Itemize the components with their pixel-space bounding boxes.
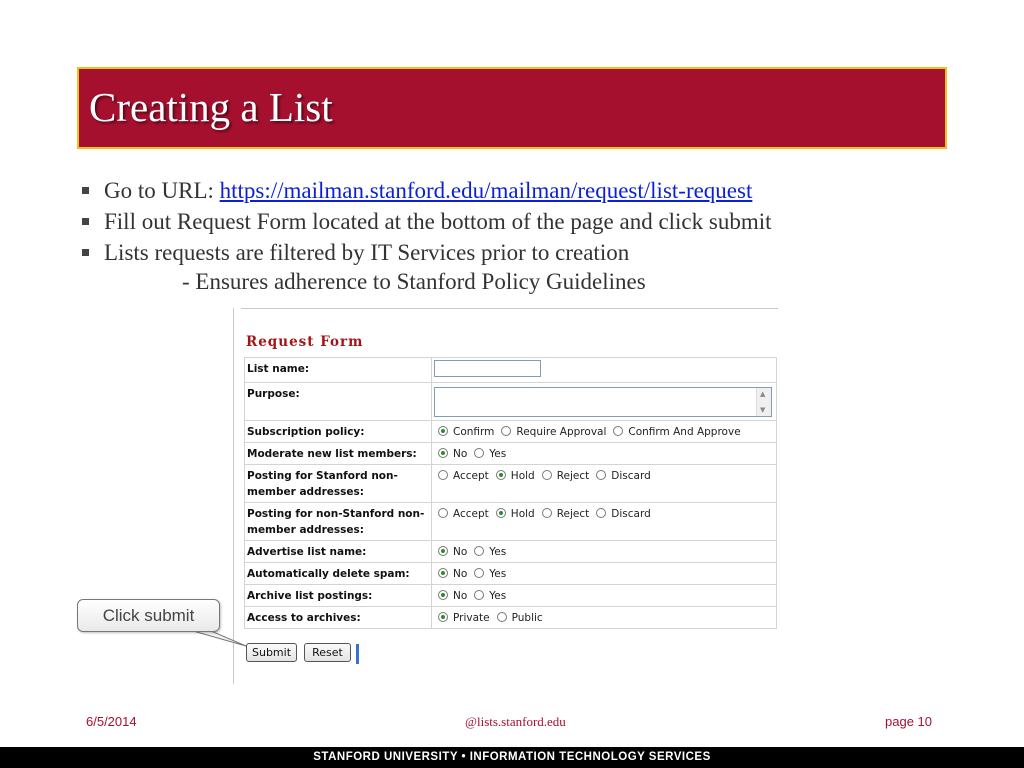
radio-option-label: Yes: [489, 546, 507, 558]
form-row-label: Posting for Stanford non-member addresses:: [245, 465, 432, 503]
radio-button[interactable]: [438, 470, 448, 480]
click-submit-callout: Click submit: [77, 599, 220, 632]
radio-option-label: Hold: [510, 508, 535, 520]
radio-option-label: No: [453, 448, 468, 460]
list-name-input[interactable]: [434, 360, 541, 377]
radio-option-label: Reject: [556, 508, 590, 520]
purpose-textarea[interactable]: [434, 387, 772, 417]
form-row-value: [432, 563, 777, 585]
bullet-text: Fill out Request Form located at the bottom of the page and click submit: [104, 209, 772, 234]
form-row: [245, 541, 777, 563]
divider-horizontal: [241, 308, 778, 309]
radio-option-label: Reject: [556, 470, 590, 482]
form-row-value: [432, 421, 777, 443]
radio-button[interactable]: [438, 448, 448, 458]
radio-button[interactable]: [496, 470, 506, 480]
radio-button[interactable]: [438, 612, 448, 622]
form-row-value: [432, 607, 777, 629]
radio-button[interactable]: [596, 508, 606, 518]
reset-button[interactable]: Reset: [304, 643, 351, 662]
bullet-filtered: [80, 237, 980, 268]
form-row-value: [432, 585, 777, 607]
form-row: [245, 383, 777, 421]
form-row: [245, 607, 777, 629]
bullet-url: [80, 175, 980, 206]
request-form-table: [244, 357, 777, 629]
form-row-value: [432, 503, 777, 541]
scroll-up-icon[interactable]: ▲: [760, 390, 766, 398]
radio-option-label: Confirm: [453, 426, 495, 438]
radio-option-label: Accept: [453, 508, 489, 520]
radio-button[interactable]: [542, 470, 552, 480]
form-row-label: Access to archives:: [245, 607, 432, 629]
form-title: Request Form: [246, 334, 364, 350]
form-row-label: Purpose:: [245, 383, 432, 421]
form-row: [245, 443, 777, 465]
radio-option-label: Yes: [489, 568, 507, 580]
title-bar: [77, 67, 947, 149]
bullet-square-icon: [82, 187, 89, 194]
radio-option-label: Discard: [611, 508, 651, 520]
footer-banner: STANFORD UNIVERSITY • INFORMATION TECHNOLOGY SERVICES: [0, 747, 1024, 768]
sub-bullet: - Ensures adherence to Stanford Policy Guidelines: [182, 269, 646, 294]
form-row-value: [432, 383, 777, 421]
form-row: [245, 503, 777, 541]
form-row-value: [432, 465, 777, 503]
form-row-label: Subscription policy:: [245, 421, 432, 443]
footer-date: 6/5/2014: [86, 714, 137, 729]
form-row-label: Automatically delete spam:: [245, 563, 432, 585]
radio-button[interactable]: [474, 590, 484, 600]
radio-button[interactable]: [613, 426, 623, 436]
bullet-square-icon: [82, 249, 89, 256]
form-row-value: [432, 541, 777, 563]
form-row-label: Moderate new list members:: [245, 443, 432, 465]
radio-option-label: No: [453, 590, 468, 602]
bullet-text: Go to URL:: [104, 178, 220, 203]
bullet-fill-form: [80, 206, 980, 237]
radio-button[interactable]: [474, 448, 484, 458]
divider-vertical: [233, 308, 234, 684]
form-row-label: Posting for non-Stanford non-member addresses:: [245, 503, 432, 541]
footer-page-number: page 10: [885, 714, 932, 729]
form-row: [245, 465, 777, 503]
radio-option-label: Discard: [611, 470, 651, 482]
focus-bar: [356, 644, 359, 664]
radio-button[interactable]: [497, 612, 507, 622]
radio-button[interactable]: [438, 590, 448, 600]
form-row: [245, 563, 777, 585]
request-form-screenshot: [233, 308, 778, 686]
footer-email: @lists.stanford.edu: [465, 714, 566, 729]
scroll-down-icon[interactable]: ▼: [760, 406, 766, 414]
form-row: [245, 358, 777, 383]
radio-option-label: Private: [453, 612, 490, 624]
form-row-label: Archive list postings:: [245, 585, 432, 607]
form-row-label: List name:: [245, 358, 432, 383]
form-row-value: [432, 358, 777, 383]
list-request-link[interactable]: https://mailman.stanford.edu/mailman/request/list-request: [219, 178, 753, 203]
radio-button[interactable]: [474, 546, 484, 556]
radio-option-label: No: [453, 568, 468, 580]
radio-option-label: Accept: [453, 470, 489, 482]
radio-button[interactable]: [496, 508, 506, 518]
radio-option-label: Yes: [489, 590, 507, 602]
slide-title: Creating a List: [89, 84, 333, 130]
form-row-label: Advertise list name:: [245, 541, 432, 563]
radio-option-label: No: [453, 546, 468, 558]
radio-option-label: Public: [511, 612, 543, 624]
bullet-text: Lists requests are filtered by IT Services prior to creation: [104, 240, 630, 265]
bullet-square-icon: [82, 218, 89, 225]
radio-option-label: Yes: [489, 448, 507, 460]
radio-option-label: Hold: [510, 470, 535, 482]
radio-option-label: Confirm And Approve: [628, 426, 741, 438]
radio-button[interactable]: [438, 508, 448, 518]
radio-button[interactable]: [542, 508, 552, 518]
bullet-list: [80, 175, 980, 268]
submit-button[interactable]: Submit: [246, 643, 297, 662]
form-row-value: [432, 443, 777, 465]
radio-button[interactable]: [438, 546, 448, 556]
form-row: [245, 421, 777, 443]
radio-button[interactable]: [438, 426, 448, 436]
radio-button[interactable]: [438, 568, 448, 578]
radio-button[interactable]: [596, 470, 606, 480]
radio-option-label: Require Approval: [516, 426, 607, 438]
radio-button[interactable]: [501, 426, 511, 436]
radio-button[interactable]: [474, 568, 484, 578]
textarea-scrollbar[interactable]: [756, 388, 771, 416]
form-row: [245, 585, 777, 607]
